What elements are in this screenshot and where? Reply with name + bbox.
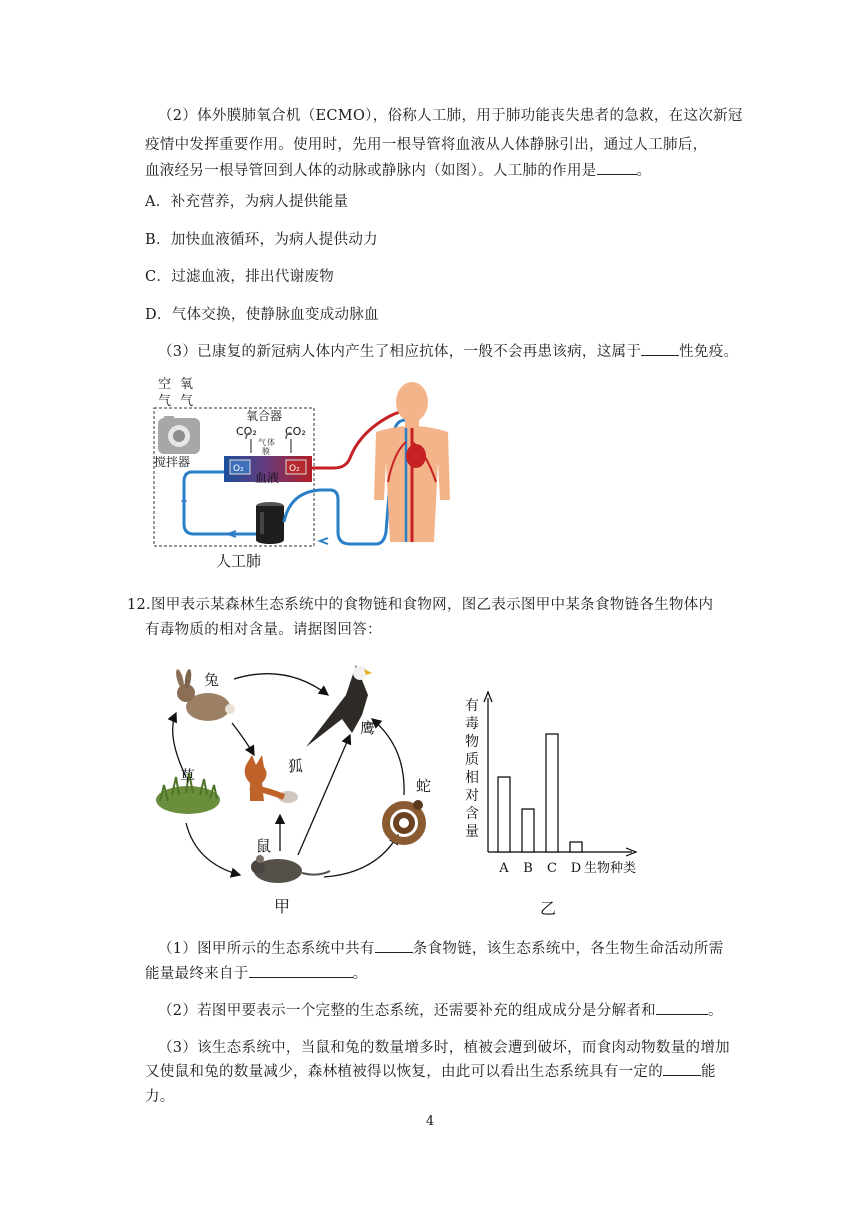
artificial-lung-caption: 人工肺 xyxy=(216,552,262,570)
q11-p2-line3 xyxy=(145,159,651,180)
oxygenator-label: 氧合器 xyxy=(246,409,283,423)
mixer-icon xyxy=(158,416,200,454)
heart-icon xyxy=(406,444,426,468)
air-label-2: 气 xyxy=(158,394,172,409)
co2-right-label: CO₂ xyxy=(285,425,306,438)
q12-sub3-end: 能 xyxy=(701,1064,716,1080)
option-d: D．气体交换，使静脉血变成动脉血 xyxy=(145,307,379,323)
q12-sub2 xyxy=(158,999,723,1020)
arrow-rabbit-to-eagle xyxy=(234,674,328,695)
y-axis-label-char: 含 xyxy=(465,806,479,822)
o2-left-label: O₂ xyxy=(233,464,244,474)
membrane-label-2: 体 xyxy=(267,438,275,447)
q12-sub3-line1: （3）该生态系统中，当鼠和兔的数量增多时，植被会遭到破坏，而食肉动物数量的增加 xyxy=(158,1040,730,1056)
membrane-label-3: 膜 xyxy=(262,447,270,456)
rabbit-label: 兔 xyxy=(204,671,220,689)
co2-left-label: CO₂ xyxy=(236,425,257,438)
answer-blank[interactable] xyxy=(597,160,637,175)
q11-p2-line2: 疫情中发挥重要作用。使用时，先用一根导管将血液从人体静脉引出，通过人工肺后， xyxy=(145,137,708,153)
mouse-label: 鼠 xyxy=(256,837,272,855)
q12-sub1-start: （1）图甲所示的生态系统中共有 xyxy=(158,941,375,957)
answer-blank[interactable] xyxy=(663,1061,701,1076)
q12-sub1-line2 xyxy=(145,962,367,983)
food-web-figure xyxy=(146,655,446,915)
q11-p3-end: 性免疫。 xyxy=(679,344,739,360)
bar-a xyxy=(498,777,510,852)
pump-icon xyxy=(256,502,284,544)
answer-blank[interactable] xyxy=(656,1000,708,1015)
option-a: A．补充营养，为病人提供能量 xyxy=(145,194,349,210)
oxygen-label-1: 氧 xyxy=(180,377,194,392)
y-axis-label-char: 质 xyxy=(465,752,479,768)
q11-p3-text: （3）已康复的新冠病人体内产生了相应抗体，一般不会再患该病，这属于 xyxy=(158,344,642,360)
q12-stem-line2: 有毒物质的相对含量。请据图回答： xyxy=(145,622,382,638)
q12-sub1-line1 xyxy=(158,937,724,958)
y-axis-label-char: 有 xyxy=(465,698,479,714)
q11-p2-line1: （2）体外膜肺氧合机（ECMO），俗称人工肺，用于肺功能丧失患者的急救，在这次新冠 xyxy=(158,108,743,124)
y-axis-label-char: 相 xyxy=(465,770,479,786)
q12-sub1-line2-end: 。 xyxy=(352,966,368,982)
x-tick-d: D xyxy=(570,861,582,876)
mixer-label: 搅拌器 xyxy=(154,455,191,469)
y-axis-label xyxy=(465,698,479,840)
grass-label: 草 xyxy=(180,767,196,785)
arrow-grass-to-mouse xyxy=(186,823,240,875)
y-axis-label-char: 对 xyxy=(465,788,479,804)
membrane-label-1: 气 xyxy=(258,438,266,447)
o2-right-label: O₂ xyxy=(289,464,300,474)
q12-sub3-line3: 力。 xyxy=(145,1089,175,1105)
answer-blank[interactable] xyxy=(375,938,413,953)
q12-stem-line1: 12.图甲表示某森林生态系统中的食物链和食物网，图乙表示图甲中某条食物链各生物体内 xyxy=(127,597,714,613)
snake-label: 蛇 xyxy=(416,777,432,795)
answer-blank[interactable] xyxy=(249,963,353,978)
q11-p2-line3-text: 血液经另一根导管回到人体的动脉或静脉内（如图）。人工肺的作用是 xyxy=(145,163,597,179)
bar-b xyxy=(522,809,534,852)
air-label-1: 空 xyxy=(158,377,172,392)
arrow-snake-to-eagle xyxy=(372,719,404,795)
option-c: C．过滤血液，排出代谢废物 xyxy=(145,269,334,285)
y-axis-label-char: 物 xyxy=(465,734,479,750)
food-web-caption: 甲 xyxy=(274,897,291,915)
q12-sub3-line2-text: 又使鼠和兔的数量减少，森林植被得以恢复，由此可以看出生态系统具有一定的 xyxy=(145,1064,663,1080)
q11-p3 xyxy=(158,340,738,361)
x-tick-a: A xyxy=(499,861,509,876)
human-body-icon xyxy=(374,382,450,542)
ecmo-figure xyxy=(150,372,450,572)
bar-d xyxy=(570,842,582,852)
fox-label: 狐 xyxy=(288,757,304,775)
y-axis-label-char: 量 xyxy=(465,824,479,840)
toxin-bar-chart xyxy=(460,688,650,918)
arrow-mouse-to-eagle xyxy=(298,735,350,855)
x-tick-b: B xyxy=(523,861,533,876)
blood-label: 血液 xyxy=(255,471,280,485)
q12-sub1-line2-start: 能量最终来自于 xyxy=(145,966,249,982)
eagle-label: 鹰 xyxy=(360,719,376,737)
x-tick-c: C xyxy=(547,861,557,876)
x-axis-label: 生物种类 xyxy=(584,861,637,876)
q12-sub2-start: （2）若图甲要表示一个完整的生态系统，还需要补充的组成成分是分解者和 xyxy=(158,1003,656,1019)
arrow-rabbit-to-fox xyxy=(232,723,254,755)
q12-sub1-end: 条食物链，该生态系统中，各生物生命活动所需 xyxy=(412,941,724,957)
bar-c xyxy=(546,734,558,852)
mouse-icon xyxy=(251,855,330,883)
q12-sub3-line2 xyxy=(145,1060,716,1081)
answer-blank[interactable] xyxy=(641,341,679,356)
y-axis-label-char: 毒 xyxy=(465,716,479,732)
q11-p2-end: 。 xyxy=(636,163,652,179)
arrow-mouse-to-snake xyxy=(324,835,398,877)
chart-caption: 乙 xyxy=(540,899,557,918)
snake-icon xyxy=(386,800,423,841)
oxygen-label-2: 气 xyxy=(180,394,194,409)
q12-sub2-end: 。 xyxy=(707,1003,723,1019)
option-b: B．加快血液循环，为病人提供动力 xyxy=(145,232,378,248)
page-number: 4 xyxy=(425,1114,435,1129)
